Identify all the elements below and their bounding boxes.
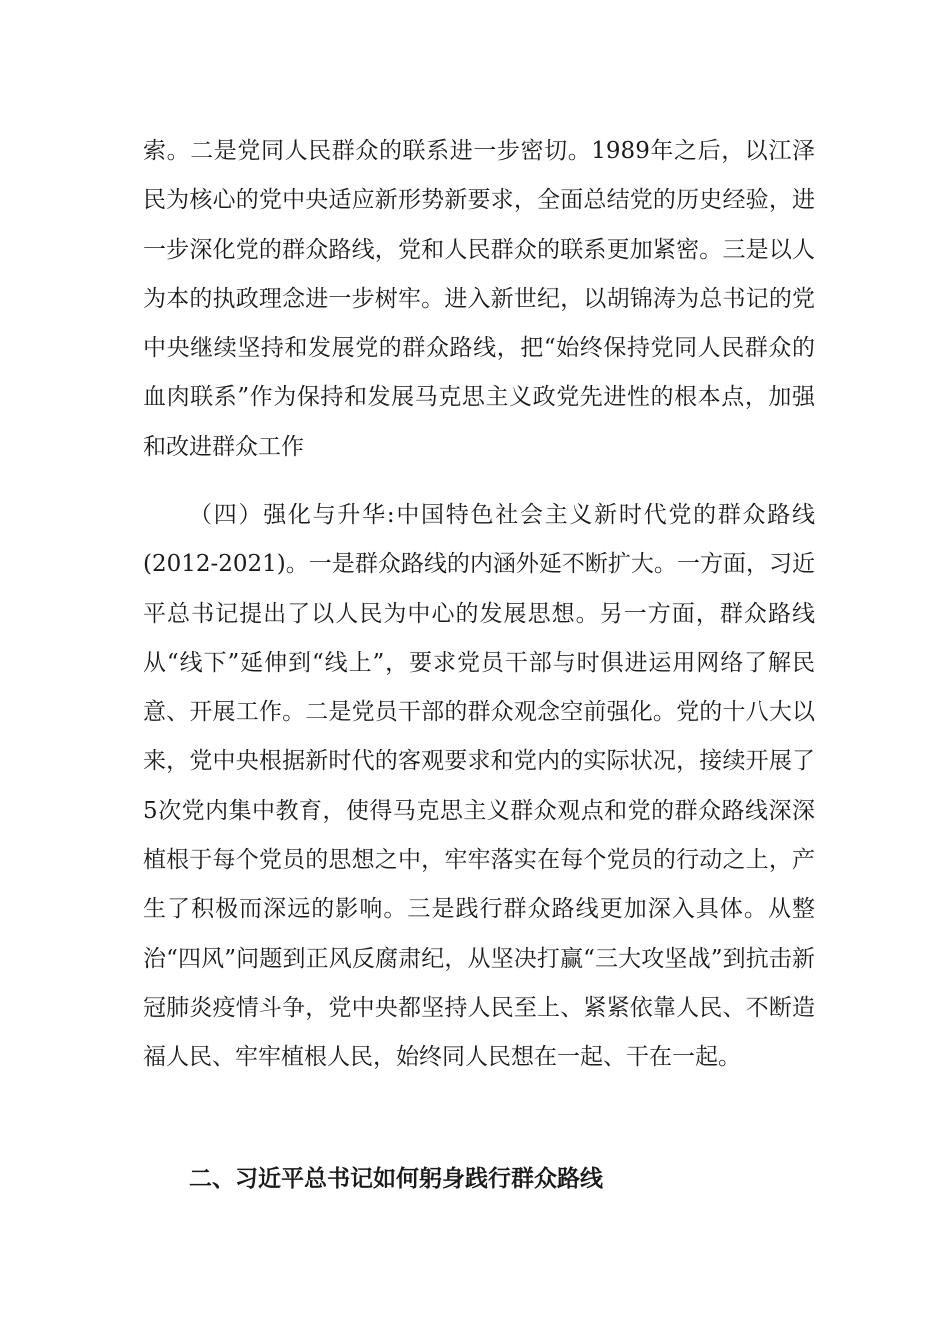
section-heading: 二、习近平总书记如何躬身践行群众路线 (189, 1166, 603, 1192)
body-paragraph-1: 索。二是党同人民群众的联系进一步密切。1989年之后，以江泽民为核心的党中央适应新形势新要求，全面总结党的历史经验，进一步深化党的群众路线，党和人民群众的联系更加紧密。三是以人为本的执政理念进一步树牢。进入新世纪，以胡锦涛为总书记的党中央继续坚持和发展党的群众路线，把“始终保持党同人民群众的血肉联系”作为保持和发展马克思主义政党先进性的根本点，加强和改进群众工作 (143, 138, 815, 460)
body-paragraph-2: （四）强化与升华:中国特色社会主义新时代党的群众路线(2012-2021)。一是群众路线的内涵外延不断扩大。一方面，习近平总书记提出了以人民为中心的发展思想。另一方面，群众路线从“线下”延伸到“线上”，要求党员干部与时俱进运用网络了解民意、开展工作。二是党员干部的群众观念空前强化。党的十八大以来，党中央根据新时代的客观要求和党内的实际状况，接续开展了5次党内集中教育，使得马克思主义群众观点和党的群众路线深深植根于每个党员的思想之中，牢牢落实在每个党员的行动之上，产生了积极而深远的影响。三是践行群众路线更加深入具体。从整治“四风”问题到正风反腐肃纪，从坚决打赢“三大攻坚战”到抗击新冠肺炎疫情斗争，党中央都坚持人民至上、紧紧依靠人民、不断造福人民、牢牢植根人民，始终同人民想在一起、干在一起。 (143, 502, 815, 1071)
